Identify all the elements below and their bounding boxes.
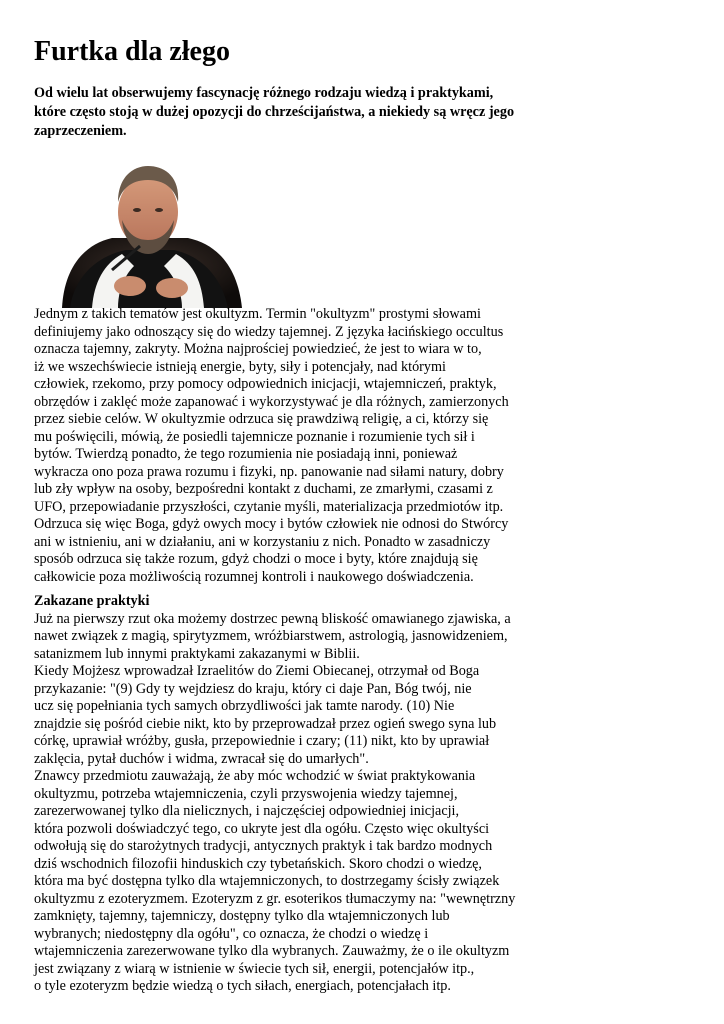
- body-line: całkowicie poza możliwością rozumnej kontroli i naukowego doświadczenia.: [34, 568, 474, 585]
- body-line: okultyzmu z ezoteryzmem. Ezoteryzm z gr. esoterikos tłumaczymy na: "wewnętrzny: [34, 890, 516, 907]
- section-heading: Zakazane praktyki: [34, 593, 150, 609]
- body-line: ani w istnieniu, ani w działaniu, ani w korzystaniu z nich. Ponadto w zasadniczy: [34, 533, 491, 550]
- body-line: iż we wszechświecie istnieją energie, byty, siły i potencjały, nad którymi: [34, 358, 446, 375]
- body-line: UFO, przepowiadanie przyszłości, czytanie myśli, materializacja przedmiotów itp.: [34, 498, 504, 515]
- paragraph-okultyzm: [34, 306, 554, 586]
- body-line: córkę, uprawiał wróżby, gusła, przepowiednie i czary; (11) nikt, kto by uprawiał: [34, 733, 490, 749]
- body-line: która pozwoli doświadczyć tego, co ukryte jest dla ogółu. Często więc okultyści: [34, 820, 490, 837]
- body-line: zamknięty, tajemny, tajemniczy, dostępny tylko dla wtajemniczonych lub: [34, 908, 450, 924]
- body-line: człowiek, rzekomo, przy pomocy odpowiednich inicjacji, wtajemniczeń, praktyk,: [34, 376, 497, 392]
- body-line: odwołują się do starożytnych tradycji, antycznych praktyk i tak bardzo modnych: [34, 838, 493, 854]
- section-zakazane-praktyki: [34, 593, 554, 996]
- article-title: Furtka dla złego: [34, 36, 230, 67]
- body-line: Jednym z takich tematów jest okultyzm. Termin "okultyzm" prostymi słowami: [34, 306, 481, 322]
- body-line: wykracza ono poza prawa rozumu i fizyki, np. panowanie nad siłami natury, dobry: [34, 463, 504, 480]
- body-line: dziś wschodnich filozofii hinduskich czy tybetańskich. Skoro chodzi o wiedzę,: [34, 855, 482, 872]
- body-line: lub zły wpływ na osoby, bezpośredni kontakt z duchami, ze zmarłymi, czasami z: [34, 481, 493, 497]
- body-line: Znawcy przedmiotu zauważają, że aby móc wchodzić w świat praktykowania: [34, 768, 476, 784]
- lead-line: które często stoją w dużej opozycji do chrześcijaństwa, a niekiedy są wręcz jego: [34, 104, 515, 120]
- body-line: mu poświęcili, mówią, że posiedli tajemnicze poznanie i rozumienie tych sił i: [34, 428, 475, 445]
- body-line: znajdzie się pośród ciebie nikt, kto by przeprowadzał przez ogień swego syna lub: [34, 715, 497, 732]
- body-line: o tyle ezoteryzm będzie wiedzą o tych siłach, energiach, potencjałach itp.: [34, 978, 451, 994]
- body-line: sposób odrzuca się także rozum, gdyż chodzi o moce i byty, które znajdują się: [34, 551, 478, 567]
- body-line: Kiedy Mojżesz wprowadzał Izraelitów do Ziemi Obiecanej, otrzymał od Boga: [34, 663, 480, 679]
- body-line: przykazanie: "(9) Gdy ty wejdziesz do kraju, który ci daje Pan, Bóg twój, nie: [34, 680, 472, 697]
- body-line: Już na pierwszy rzut oka możemy dostrzec pewną bliskość omawianego zjawiska, a: [34, 610, 511, 627]
- lead-line: zaprzeczeniem.: [34, 123, 127, 139]
- body-line: która ma być dostępna tylko dla wtajemniczonych, to dostrzegamy ścisły związek: [34, 873, 500, 889]
- body-line: satanizmem lub innymi praktykami zakazanymi w Biblii.: [34, 645, 360, 662]
- body-line: Odrzuca się więc Boga, gdyż owych mocy i bytów człowiek nie odnosi do Stwórcy: [34, 516, 509, 532]
- lead-line: Od wielu lat obserwujemy fascynację różnego rodzaju wiedzą i praktykami,: [34, 85, 494, 101]
- body-line: obrzędów i zaklęć może zapanować i wykorzystywać je dla różnych, zamierzonych: [34, 393, 509, 410]
- body-line: nawet związek z magią, spirytyzmem, wróżbiarstwem, astrologią, jasnowidzeniem,: [34, 628, 508, 644]
- body-line: jest związany z wiarą w istnienie w świecie tych sił, energii, potencjałów itp.,: [34, 960, 475, 977]
- body-line: oznacza tajemny, zakryty. Można najprościej powiedzieć, że jest to wiara w to,: [34, 341, 482, 357]
- priest-photo: [52, 150, 244, 308]
- body-line: zaklęcia, pytał duchów i widma, zwracał się do umarłych".: [34, 750, 369, 767]
- body-line: definiujemy jako odnoszący się do wiedzy tajemnej. Z języka łacińskiego occultus: [34, 323, 504, 340]
- body-line: okultyzmu, potrzeba wtajemniczenia, czyli przyswojenia wiedzy tajemnej,: [34, 785, 458, 802]
- body-line: zarezerwowanej tylko dla nielicznych, i najczęściej odpowiedniej inicjacji,: [34, 803, 460, 819]
- body-line: wtajemniczenia zarezerwowane tylko dla wybranych. Zauważmy, że o ile okultyzm: [34, 943, 510, 959]
- body-line: ucz się popełniania tych samych obrzydliwości jak tamte narody. (10) Nie: [34, 698, 455, 714]
- body-line: wybranych; niedostępny dla ogółu", co oznacza, że chodzi o wiedzę i: [34, 925, 429, 942]
- body-line: bytów. Twierdzą ponadto, że tego rozumienia nie posiadają inni, ponieważ: [34, 446, 458, 462]
- body-line: przez siebie celów. W okultyzmie odrzuca się prawdziwą religię, a ci, którzy się: [34, 411, 489, 427]
- article-lead: [34, 84, 554, 141]
